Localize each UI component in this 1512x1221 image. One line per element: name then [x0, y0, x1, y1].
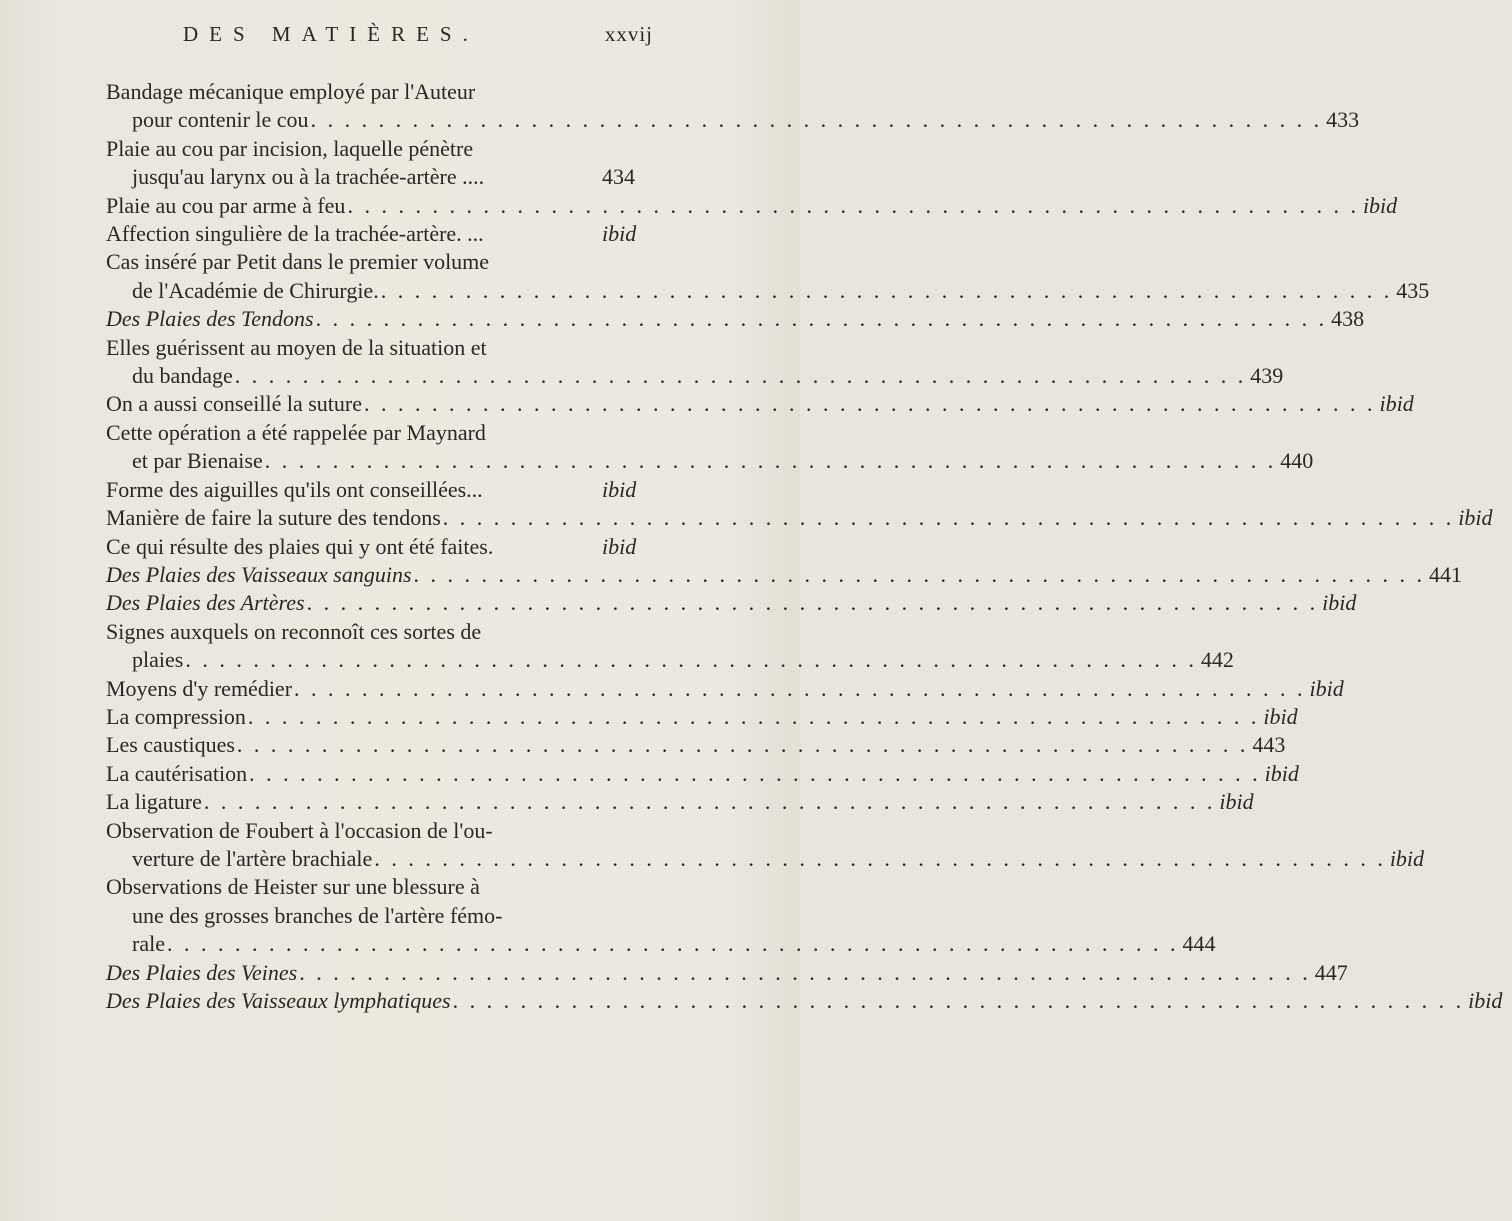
toc-entry-line: [106, 192, 1398, 220]
toc-entry-line: [106, 220, 646, 248]
leader-dots: . . . . . . . . . . . . . . . . . . . . . . . . . . . . . . . . . . . . . . . . . . . . . . . . . . . . . . . . . . . .: [315, 306, 1328, 332]
toc-entry: [106, 305, 1365, 333]
toc-entry-line: [106, 589, 1357, 617]
toc-entry-line: [106, 760, 1299, 788]
toc-page-number: 440: [1280, 448, 1314, 474]
toc-entry-text: Des Plaies des Artères: [106, 590, 305, 616]
toc-entry-text: jusqu'au larynx ou à la trachée-artère ....: [132, 164, 485, 190]
toc-entry-text: Les caustiques: [106, 732, 235, 758]
toc-entry-text: une des grosses branches de l'artère fémo-: [132, 902, 503, 928]
toc-page-number: ibid: [602, 476, 637, 502]
leader-dots: . . . . . . . . . . . . . . . . . . . . . . . . . . . . . . . . . . . . . . . . . . . . . . . . . . . . . . . . . . . .: [247, 703, 1260, 729]
leader-dots: . . . . . . . . . . . . . . . . . . . . . . . . . . . . . . . . . . . . . . . . . . . . . . . . . . . . . . . . . . . .: [306, 590, 1319, 616]
leader-dots: . . . . . . . . . . . . . . . . . . . . . . . . . . . . . . . . . . . . . . . . . . . . . . . . . . . . . . . . . . . .: [203, 789, 1216, 815]
toc-entry-text: Des Plaies des Vaisseaux lymphatiques: [106, 988, 451, 1013]
table-of-contents: [106, 78, 1503, 1015]
toc-entry: [106, 959, 1348, 987]
toc-page-number: 447: [1314, 959, 1348, 985]
leader-dots: . . . . . . . . . . . . . . . . . . . . . . . . . . . . . . . . . . . . . . . . . . . . . . . . . . . . . . . . . . . .: [294, 675, 1306, 701]
leader-dots: . . . . . . . . . . . . . . . . . . . . . . . . . . . . . . . . . . . . . . . . . . . . . . . . . . . . . . . . . . . .: [236, 732, 1249, 758]
toc-entry: [106, 135, 646, 192]
toc-entry-line: [106, 362, 1284, 390]
toc-entry-line: [106, 504, 1493, 532]
leader-dots: . . . . . . . . . . . . . . . . . . . . . . . . . . . . . . . . . . . . . . . . . . . . . . . . . . . . . . . . . . . .: [185, 647, 1197, 673]
toc-entry: [106, 589, 1357, 617]
toc-entry-text: de l'Académie de Chirurgie.: [132, 277, 379, 303]
toc-entry-line: [106, 106, 1360, 134]
toc-page-number: 444: [1182, 931, 1216, 957]
toc-entry-text: Elles guérissent au moyen de la situation et: [106, 334, 487, 360]
toc-entry-text: verture de l'artère brachiale: [132, 845, 373, 871]
toc-entry-text: La ligature: [106, 789, 202, 815]
toc-entry-text: Moyens d'y remédier: [106, 675, 293, 701]
toc-entry-text: Cas inséré par Petit dans le premier volume: [106, 249, 490, 275]
header-title: DES MATIÈRES.: [183, 22, 479, 46]
toc-entry-text: Des Plaies des Veines: [106, 959, 298, 985]
toc-entry: [106, 788, 1254, 816]
toc-entry-line: [106, 987, 1503, 1015]
toc-entry-text: Affection singulière de la trachée-artère. ...: [106, 221, 484, 247]
toc-page-number: ibid: [1219, 789, 1254, 815]
toc-entry: [106, 760, 1299, 788]
toc-page-number: 441: [1429, 561, 1463, 587]
toc-page-number: ibid: [1458, 505, 1493, 531]
toc-page-number: ibid: [1468, 988, 1503, 1013]
toc-entry-line: [106, 646, 1234, 674]
toc-entry: [106, 873, 1216, 958]
toc-entry: [106, 703, 1298, 731]
toc-page-number: 435: [1396, 277, 1430, 303]
toc-entry-text: Des Plaies des Vaisseaux sanguins: [106, 561, 412, 587]
toc-entry-line: [106, 959, 1348, 987]
toc-entry-line: [106, 788, 1254, 816]
leader-dots: . . . . . . . . . . . . . . . . . . . . . . . . . . . . . . . . . . . . . . . . . . . . . . . . . . . . . . . . . . . .: [264, 448, 1277, 474]
toc-entry: [106, 248, 1430, 305]
leader-dots: . . . . . . . . . . . . . . . . . . . . . . . . . . . . . . . . . . . . . . . . . . . . . . . . . . . . . . . . . . . .: [374, 845, 1386, 871]
toc-page-number: 443: [1252, 732, 1286, 758]
toc-entry-line: [106, 447, 1314, 475]
toc-entry-line: [106, 390, 1414, 418]
toc-entry-text: Ce qui résulte des plaies qui y ont été faites.: [106, 533, 494, 559]
leader-dots: . . . . . . . . . . . . . . . . . . . . . . . . . . . . . . . . . . . . . . . . . . . . . . . . . . . . . . . . . . . .: [166, 931, 1179, 957]
toc-entry-line: [106, 731, 1286, 759]
toc-entry-text: Plaie au cou par incision, laquelle pénètre: [106, 135, 474, 161]
toc-page-number: ibid: [1263, 703, 1298, 729]
toc-entry: [106, 192, 1398, 220]
toc-entry-line: [106, 930, 1216, 958]
toc-entry: [106, 504, 1493, 532]
toc-page-number: 439: [1250, 363, 1284, 389]
toc-page-number: ibid: [602, 221, 637, 247]
toc-entry: [106, 419, 1314, 476]
leader-dots: . . . . . . . . . . . . . . . . . . . . . . . . . . . . . . . . . . . . . . . . . . . . . . . . . . . . . . . . . . . .: [413, 561, 1426, 587]
toc-entry-text: rale: [132, 931, 165, 957]
toc-page-number: 442: [1200, 647, 1234, 673]
toc-entry-line: [106, 703, 1298, 731]
toc-entry-line: [106, 845, 1425, 873]
leader-dots: . . . . . . . . . . . . . . . . . . . . . . . . . . . . . . . . . . . . . . . . . . . . . . . . . . . . . . . . . . . .: [310, 107, 1323, 133]
toc-entry-text: Bandage mécanique employé par l'Auteur: [106, 79, 476, 104]
toc-entry-text: plaies: [132, 647, 184, 673]
toc-entry-text: La cautérisation: [106, 760, 248, 786]
toc-entry-line: [106, 163, 646, 191]
toc-entry: [106, 618, 1234, 675]
leader-dots: . . . . . . . . . . . . . . . . . . . . . . . . . . . . . . . . . . . . . . . . . . . . . . . . . . . . . . . . . . . .: [380, 277, 1393, 303]
toc-entry: [106, 561, 1463, 589]
toc-page-number: ibid: [602, 533, 637, 559]
toc-entry-line: [106, 533, 646, 561]
toc-entry: [106, 78, 1360, 135]
toc-entry-text: Cette opération a été rappelée par Maynard: [106, 419, 486, 445]
toc-page-number: 434: [602, 164, 635, 190]
leader-dots: . . . . . . . . . . . . . . . . . . . . . . . . . . . . . . . . . . . . . . . . . . . . . . . . . . . . . . . . . . . .: [347, 192, 1359, 218]
toc-entry-text: Forme des aiguilles qu'ils ont conseillées...: [106, 476, 483, 502]
leader-dots: . . . . . . . . . . . . . . . . . . . . . . . . . . . . . . . . . . . . . . . . . . . . . . . . . . . . . . . . . . . .: [442, 505, 1455, 531]
toc-page-number: ibid: [1309, 675, 1344, 701]
toc-entry: [106, 334, 1284, 391]
toc-entry-text: Manière de faire la suture des tendons: [106, 505, 441, 531]
toc-entry-line: [106, 561, 1463, 589]
toc-page-number: ibid: [1264, 760, 1299, 786]
leader-dots: . . . . . . . . . . . . . . . . . . . . . . . . . . . . . . . . . . . . . . . . . . . . . . . . . . . . . . . . . . . .: [364, 391, 1376, 417]
toc-entry: [106, 987, 1503, 1015]
toc-entry-text: Observation de Foubert à l'occasion de l'ou-: [106, 817, 493, 843]
toc-entry: [106, 533, 646, 561]
toc-entry: [106, 675, 1344, 703]
toc-entry: [106, 390, 1414, 418]
toc-page-number: 433: [1326, 107, 1360, 133]
toc-entry: [106, 731, 1286, 759]
toc-entry: [106, 817, 1425, 874]
leader-dots: . . . . . . . . . . . . . . . . . . . . . . . . . . . . . . . . . . . . . . . . . . . . . . . . . . . . . . . . . . . .: [234, 363, 1247, 389]
toc-entry-line: [106, 277, 1430, 305]
toc-page-number: 438: [1331, 306, 1365, 332]
toc-entry-line: [106, 675, 1344, 703]
leader-dots: . . . . . . . . . . . . . . . . . . . . . . . . . . . . . . . . . . . . . . . . . . . . . . . . . . . . . . . . . . . .: [299, 959, 1311, 985]
toc-entry-text: Des Plaies des Tendons: [106, 306, 314, 332]
toc-page-number: ibid: [1379, 391, 1414, 417]
running-header: [183, 14, 653, 50]
leader-dots: . . . . . . . . . . . . . . . . . . . . . . . . . . . . . . . . . . . . . . . . . . . . . . . . . . . . . . . . . . . .: [249, 760, 1261, 786]
toc-entry-text: pour contenir le cou: [132, 107, 309, 133]
toc-entry-line: [106, 305, 1365, 333]
toc-page-number: ibid: [1389, 845, 1425, 871]
page-folio: xxvij: [604, 22, 653, 46]
toc-page-number: ibid: [1322, 590, 1357, 616]
toc-entry: [106, 476, 646, 504]
toc-entry: [106, 220, 646, 248]
toc-entry-text: Plaie au cou par arme à feu: [106, 192, 346, 218]
toc-entry-text: La compression: [106, 703, 246, 729]
leader-dots: . . . . . . . . . . . . . . . . . . . . . . . . . . . . . . . . . . . . . . . . . . . . . . . . . . . . . . . . . . . .: [452, 988, 1465, 1013]
toc-entry-text: Observations de Heister sur une blessure à: [106, 874, 480, 900]
toc-entry-text: Signes auxquels on reconnoît ces sortes de: [106, 618, 482, 644]
toc-page-number: ibid: [1362, 192, 1398, 218]
toc-entry-text: du bandage: [132, 363, 233, 389]
toc-entry-text: On a aussi conseillé la suture: [106, 391, 362, 417]
toc-entry-line: [106, 476, 646, 504]
toc-entry-text: et par Bienaise: [132, 448, 263, 474]
